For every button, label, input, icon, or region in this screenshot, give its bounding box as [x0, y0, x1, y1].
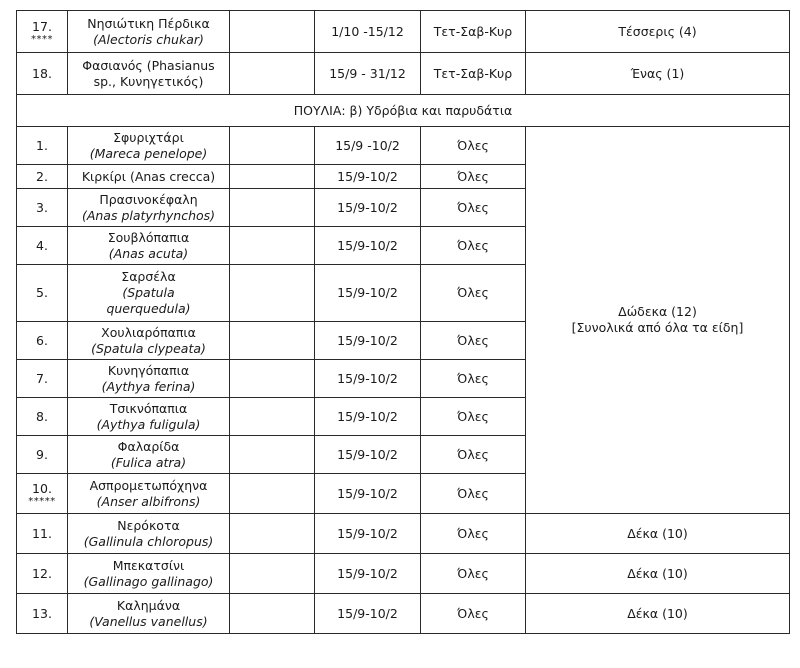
species-cell: Χουλιαρόπαπια (Spatula clypeata) — [68, 322, 230, 360]
season-period: 15/9 - 31/12 — [315, 53, 421, 95]
season-period: 15/9-10/2 — [315, 398, 421, 436]
season-period: 1/10 -15/12 — [315, 11, 421, 53]
row-number: 11. — [17, 514, 68, 554]
empty-cell — [230, 265, 315, 322]
hunting-days: Όλες — [421, 227, 526, 265]
season-period: 15/9-10/2 — [315, 265, 421, 322]
bag-limit: Δέκα (10) — [526, 514, 790, 554]
row-number: 6. — [17, 322, 68, 360]
species-cell: Νερόκοτα (Gallinula chloropus) — [68, 514, 230, 554]
row-number: 18. — [17, 53, 68, 95]
species-cell: Ασπρομετωπόχηνα (Anser albifrons) — [68, 474, 230, 514]
shared-bag-count: Δώδεκα (12) — [618, 304, 697, 319]
empty-cell — [230, 189, 315, 227]
hunting-days: Όλες — [421, 594, 526, 634]
bag-limit: Δέκα (10) — [526, 554, 790, 594]
species-cell: Σουβλόπαπια (Anas acuta) — [68, 227, 230, 265]
hunting-days: Τετ-Σαβ-Κυρ — [421, 53, 526, 95]
row-number: 12. — [17, 554, 68, 594]
table-row — [17, 594, 790, 634]
species-cell: Τσικνόπαπια (Aythya fuligula) — [68, 398, 230, 436]
season-period: 15/9-10/2 — [315, 554, 421, 594]
empty-cell — [230, 594, 315, 634]
species-cell: Σφυριχτάρι (Mareca penelope) — [68, 127, 230, 165]
season-period: 15/9-10/2 — [315, 514, 421, 554]
species-cell: Πρασινοκέφαλη (Anas platyrhynchos) — [68, 189, 230, 227]
row-number: 10. ***** — [17, 474, 68, 514]
season-period: 15/9-10/2 — [315, 360, 421, 398]
species-cell: Φαλαρίδα (Fulica atra) — [68, 436, 230, 474]
species-cell: Μπεκατσίνι (Gallinago gallinago) — [68, 554, 230, 594]
bag-limit: Ένας (1) — [526, 53, 790, 95]
species-cell: Νησιώτικη Πέρδικα (Alectoris chukar) — [68, 11, 230, 53]
hunting-days: Όλες — [421, 165, 526, 189]
empty-cell — [230, 322, 315, 360]
hunting-days: Όλες — [421, 398, 526, 436]
hunting-days: Όλες — [421, 514, 526, 554]
bag-limit: Δέκα (10) — [526, 594, 790, 634]
hunting-days: Όλες — [421, 554, 526, 594]
empty-cell — [230, 165, 315, 189]
row-number: 3. — [17, 189, 68, 227]
empty-cell — [230, 227, 315, 265]
empty-cell — [230, 474, 315, 514]
empty-cell — [230, 436, 315, 474]
table-row — [17, 514, 790, 554]
species-cell: Κιρκίρι (Anas crecca) — [68, 165, 230, 189]
empty-cell — [230, 398, 315, 436]
row-number: 1. — [17, 127, 68, 165]
empty-cell — [230, 360, 315, 398]
hunting-days: Όλες — [421, 322, 526, 360]
empty-cell — [230, 514, 315, 554]
hunting-days: Όλες — [421, 265, 526, 322]
season-period: 15/9-10/2 — [315, 594, 421, 634]
species-cell: Φασιανός (Phasianus sp., Κυνηγετικός) — [68, 53, 230, 95]
section-header-row — [17, 95, 790, 127]
empty-cell — [230, 11, 315, 53]
shared-bag-note: [Συνολικά από όλα τα είδη] — [571, 320, 744, 335]
hunting-days: Όλες — [421, 436, 526, 474]
table-row — [17, 127, 790, 165]
row-number: 8. — [17, 398, 68, 436]
hunting-days: Όλες — [421, 127, 526, 165]
section-title: ΠΟΥΛΙΑ: β) Υδρόβια και παρυδάτια — [17, 95, 790, 127]
bag-limit: Τέσσερις (4) — [526, 11, 790, 53]
row-number: 4. — [17, 227, 68, 265]
season-period: 15/9 -10/2 — [315, 127, 421, 165]
row-number: 2. — [17, 165, 68, 189]
table-row — [17, 53, 790, 95]
row-number: 7. — [17, 360, 68, 398]
row-number: 5. — [17, 265, 68, 322]
hunting-days: Όλες — [421, 474, 526, 514]
empty-cell — [230, 127, 315, 165]
season-period: 15/9-10/2 — [315, 227, 421, 265]
hunting-days: Όλες — [421, 189, 526, 227]
species-cell: Σαρσέλα (Spatula querquedula) — [68, 265, 230, 322]
row-number: 17. **** — [17, 11, 68, 53]
season-period: 15/9-10/2 — [315, 436, 421, 474]
table-row — [17, 11, 790, 53]
season-period: 15/9-10/2 — [315, 322, 421, 360]
row-number: 13. — [17, 594, 68, 634]
table-row — [17, 554, 790, 594]
species-cell: Κυνηγόπαπια (Aythya ferina) — [68, 360, 230, 398]
row-number: 9. — [17, 436, 68, 474]
species-cell: Καλημάνα (Vanellus vanellus) — [68, 594, 230, 634]
empty-cell — [230, 53, 315, 95]
season-period: 15/9-10/2 — [315, 474, 421, 514]
empty-cell — [230, 554, 315, 594]
shared-bag-limit — [526, 127, 790, 514]
hunting-days: Όλες — [421, 360, 526, 398]
season-period: 15/9-10/2 — [315, 189, 421, 227]
hunting-regulations-table — [16, 10, 790, 634]
hunting-days: Τετ-Σαβ-Κυρ — [421, 11, 526, 53]
season-period: 15/9-10/2 — [315, 165, 421, 189]
